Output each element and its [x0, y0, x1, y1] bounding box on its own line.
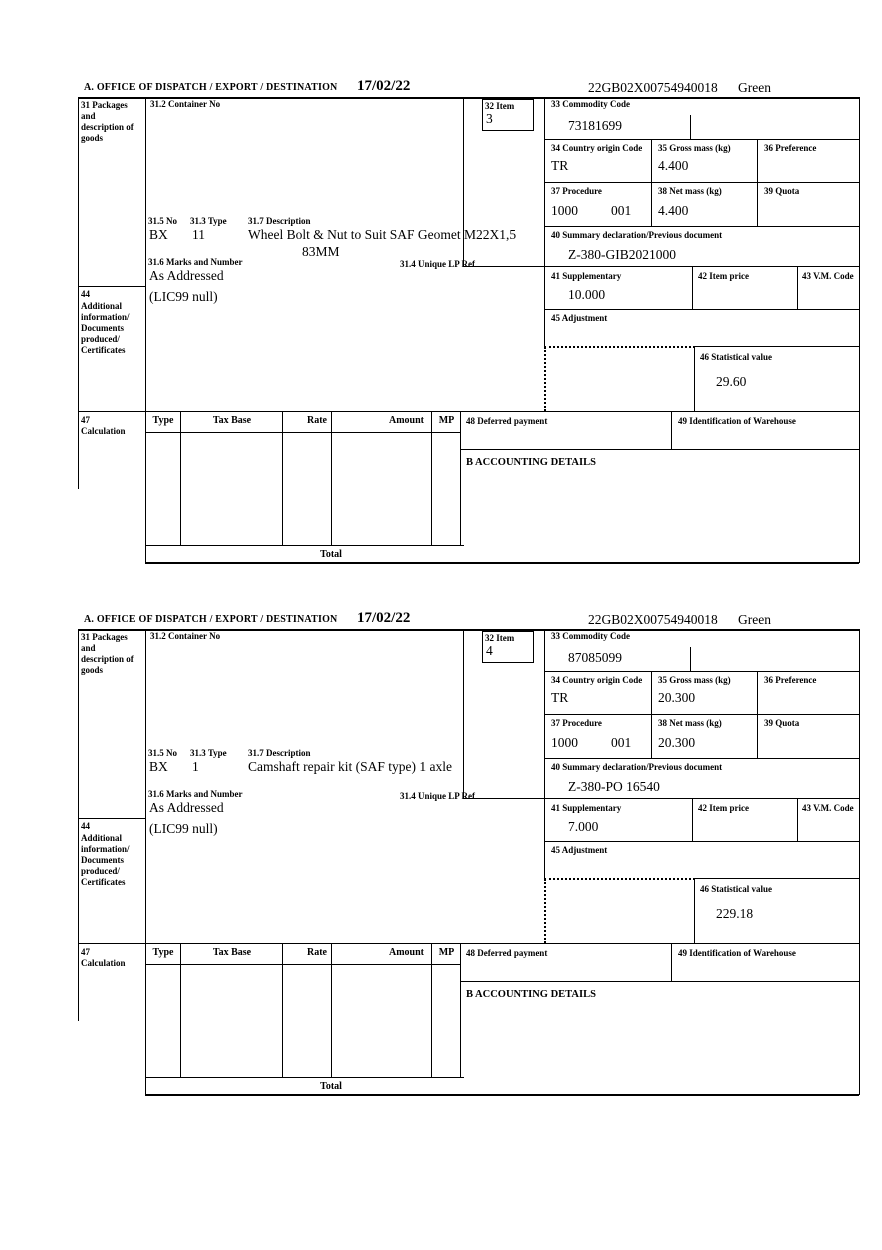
previous-document-label: 40 Summary declaration/Previous document — [551, 762, 723, 772]
gross-mass-label: 35 Gross mass (kg) — [658, 143, 731, 153]
description-label: 31.7 Description — [248, 748, 311, 758]
grid-line — [671, 943, 672, 982]
procedure-value: 1000 — [551, 735, 578, 750]
grid-line — [544, 182, 860, 183]
packages-label: 31 Packages and description of goods — [81, 100, 134, 143]
grid-line — [544, 347, 546, 411]
grid-line — [482, 99, 483, 131]
calculation-label: 47 Calculation — [81, 947, 126, 968]
country-origin-label: 34 Country origin Code — [551, 675, 643, 685]
grid-line — [145, 1077, 464, 1078]
package-type-label: 31.3 Type — [190, 748, 227, 758]
preference-label: 36 Preference — [764, 143, 817, 153]
declaration-reference: 22GB02X00754940018 — [588, 612, 718, 627]
grid-line — [482, 631, 483, 663]
grid-line — [692, 798, 693, 842]
grid-line — [431, 943, 432, 1078]
adjustment-label: 45 Adjustment — [551, 313, 608, 323]
grid-line — [533, 631, 534, 663]
unique-lp-ref-label: 31.4 Unique LP Ref — [400, 791, 476, 801]
total-label: Total — [320, 549, 342, 560]
statistical-value-label: 46 Statistical value — [700, 352, 772, 362]
column-header-amount: Amount — [388, 947, 424, 958]
quota-label: 39 Quota — [764, 718, 800, 728]
grid-line — [482, 130, 534, 131]
grid-line — [463, 798, 860, 799]
warehouse-id-label: 49 Identification of Warehouse — [678, 948, 796, 958]
previous-document-value: Z-380-PO 16540 — [568, 779, 660, 794]
vm-code-label: 43 V.M. Code — [802, 803, 854, 813]
grid-line — [145, 562, 859, 564]
description-label: 31.7 Description — [248, 216, 311, 226]
grid-line — [145, 432, 461, 433]
net-mass-label: 38 Net mass (kg) — [658, 186, 722, 196]
marks-value: As Addressed — [149, 268, 224, 283]
grid-line — [145, 1094, 859, 1096]
quota-label: 39 Quota — [764, 186, 800, 196]
grid-line — [544, 97, 545, 347]
additional-info-label: Additional information/ Documents produced/ Certificates — [81, 301, 130, 355]
grid-line — [859, 97, 860, 563]
grid-line — [544, 714, 860, 715]
additional-info-number: 44 — [81, 289, 90, 299]
grid-line — [145, 545, 464, 546]
commodity-code-label: 33 Commodity Code — [551, 631, 630, 641]
office-of-dispatch-label: A. OFFICE OF DISPATCH / EXPORT / DESTINATION — [84, 614, 338, 625]
adjustment-label: 45 Adjustment — [551, 845, 608, 855]
statistical-value-label: 46 Statistical value — [700, 884, 772, 894]
country-origin-value: TR — [551, 158, 569, 173]
column-header-rate: Rate — [307, 947, 327, 958]
commodity-code-value: 87085099 — [568, 650, 622, 665]
accounting-details-label: B ACCOUNTING DETAILS — [466, 457, 596, 468]
grid-line — [694, 346, 695, 412]
accounting-details-label: B ACCOUNTING DETAILS — [466, 989, 596, 1000]
grid-line — [78, 411, 860, 412]
deferred-payment-label: 48 Deferred payment — [466, 948, 548, 958]
item-label: 32 Item — [485, 633, 515, 643]
preference-label: 36 Preference — [764, 675, 817, 685]
supplementary-label: 41 Supplementary — [551, 803, 622, 813]
grid-line — [180, 411, 181, 546]
grid-line — [460, 411, 461, 545]
grid-line — [533, 99, 534, 131]
grid-line — [145, 964, 461, 965]
gross-mass-label: 35 Gross mass (kg) — [658, 675, 731, 685]
grid-line — [544, 226, 860, 227]
grid-line — [282, 943, 283, 1078]
declaration-reference: 22GB02X00754940018 — [588, 80, 718, 95]
grid-line — [544, 629, 545, 879]
previous-document-value: Z-380-GIB2021000 — [568, 247, 676, 262]
grid-line — [544, 758, 860, 759]
grid-line — [757, 671, 758, 759]
grid-line — [544, 309, 860, 310]
item-number-value: 3 — [486, 111, 493, 126]
total-label: Total — [320, 1081, 342, 1092]
grid-line — [544, 346, 695, 348]
grid-line — [797, 266, 798, 310]
unique-lp-ref-label: 31.4 Unique LP Ref — [400, 259, 476, 269]
item-label: 32 Item — [485, 101, 515, 111]
item-price-label: 42 Item price — [698, 803, 749, 813]
column-header-type: Type — [152, 415, 174, 426]
grid-line — [690, 647, 691, 671]
declaration-grid — [78, 629, 861, 1096]
grid-line — [694, 878, 695, 944]
goods-description-line1: Camshaft repair kit (SAF type) 1 axle — [248, 759, 452, 774]
country-origin-value: TR — [551, 690, 569, 705]
declaration-date: 17/02/22 — [357, 610, 411, 626]
gross-mass-value: 20.300 — [658, 690, 696, 705]
package-type-value: 11 — [192, 227, 205, 242]
package-no-value: BX — [149, 759, 168, 774]
grid-line — [694, 346, 860, 347]
procedure-label: 37 Procedure — [551, 186, 602, 196]
grid-line — [797, 798, 798, 842]
grid-line — [859, 629, 860, 1095]
grid-line — [544, 139, 860, 140]
column-header-type: Type — [152, 947, 174, 958]
grid-line — [78, 97, 79, 489]
container-no-label: 31.2 Container No — [150, 631, 221, 641]
additional-info-label: Additional information/ Documents produced/ Certificates — [81, 833, 130, 887]
column-header-mp: MP — [438, 947, 455, 958]
routing-status: Green — [738, 80, 771, 95]
marks-label: 31.6 Marks and Number — [148, 789, 243, 799]
grid-line — [78, 286, 145, 287]
package-type-value: 1 — [192, 759, 199, 774]
additional-info-value: (LIC99 null) — [149, 821, 218, 836]
container-no-label: 31.2 Container No — [150, 99, 221, 109]
goods-description-line2: 83MM — [302, 244, 340, 259]
column-header-tax-base: Tax Base — [212, 415, 252, 426]
grid-line — [690, 115, 691, 139]
grid-line — [463, 266, 860, 267]
gross-mass-value: 4.400 — [658, 158, 689, 173]
procedure-value: 1000 — [551, 203, 578, 218]
grid-line — [544, 841, 860, 842]
procedure-suffix-value: 001 — [611, 735, 632, 750]
grid-line — [331, 943, 332, 1078]
routing-status: Green — [738, 612, 771, 627]
grid-line — [544, 671, 860, 672]
previous-document-label: 40 Summary declaration/Previous document — [551, 230, 723, 240]
grid-line — [78, 818, 145, 819]
grid-line — [78, 943, 860, 944]
supplementary-value: 7.000 — [568, 819, 599, 834]
grid-line — [482, 662, 534, 663]
commodity-code-label: 33 Commodity Code — [551, 99, 630, 109]
grid-line — [463, 629, 464, 799]
declaration-item-section-1 — [78, 78, 861, 564]
grid-line — [651, 139, 652, 227]
declaration-grid — [78, 97, 861, 564]
procedure-suffix-value: 001 — [611, 203, 632, 218]
procedure-label: 37 Procedure — [551, 718, 602, 728]
column-header-tax-base: Tax Base — [212, 947, 252, 958]
grid-line — [694, 878, 860, 879]
vm-code-label: 43 V.M. Code — [802, 271, 854, 281]
goods-description-line1: Wheel Bolt & Nut to Suit SAF Geomet M22X1,5 — [248, 227, 517, 242]
grid-line — [692, 266, 693, 310]
country-origin-label: 34 Country origin Code — [551, 143, 643, 153]
warehouse-id-label: 49 Identification of Warehouse — [678, 416, 796, 426]
packages-label: 31 Packages and description of goods — [81, 632, 134, 675]
net-mass-value: 4.400 — [658, 203, 689, 218]
declaration-item-section-2 — [78, 610, 861, 1096]
office-of-dispatch-label: A. OFFICE OF DISPATCH / EXPORT / DESTINATION — [84, 82, 338, 93]
column-header-rate: Rate — [307, 415, 327, 426]
commodity-code-value: 73181699 — [568, 118, 622, 133]
additional-info-number: 44 — [81, 821, 90, 831]
package-no-label: 31.5 No — [148, 216, 177, 226]
marks-label: 31.6 Marks and Number — [148, 257, 243, 267]
supplementary-label: 41 Supplementary — [551, 271, 622, 281]
column-header-mp: MP — [438, 415, 455, 426]
package-no-label: 31.5 No — [148, 748, 177, 758]
statistical-value: 29.60 — [716, 374, 747, 389]
declaration-date: 17/02/22 — [357, 78, 411, 94]
grid-line — [651, 671, 652, 759]
item-price-label: 42 Item price — [698, 271, 749, 281]
additional-info-value: (LIC99 null) — [149, 289, 218, 304]
grid-line — [757, 139, 758, 227]
supplementary-value: 10.000 — [568, 287, 606, 302]
net-mass-value: 20.300 — [658, 735, 696, 750]
deferred-payment-label: 48 Deferred payment — [466, 416, 548, 426]
grid-line — [331, 411, 332, 546]
package-type-label: 31.3 Type — [190, 216, 227, 226]
item-number-value: 4 — [486, 643, 493, 658]
statistical-value: 229.18 — [716, 906, 754, 921]
grid-line — [460, 943, 461, 1077]
column-header-amount: Amount — [388, 415, 424, 426]
package-no-value: BX — [149, 227, 168, 242]
marks-value: As Addressed — [149, 800, 224, 815]
net-mass-label: 38 Net mass (kg) — [658, 718, 722, 728]
grid-line — [78, 629, 79, 1021]
grid-line — [460, 449, 860, 450]
grid-line — [460, 981, 860, 982]
grid-line — [671, 411, 672, 450]
calculation-label: 47 Calculation — [81, 415, 126, 436]
grid-line — [180, 943, 181, 1078]
grid-line — [282, 411, 283, 546]
grid-line — [431, 411, 432, 546]
grid-line — [544, 879, 546, 943]
grid-line — [544, 878, 695, 880]
